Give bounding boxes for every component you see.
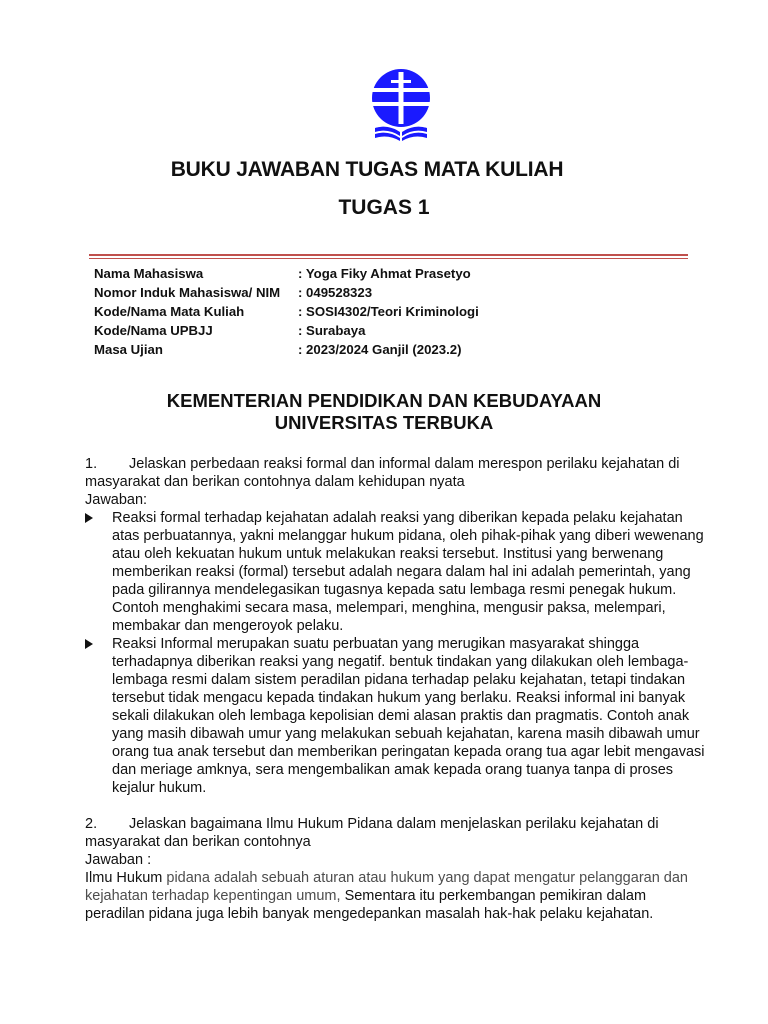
answer-list <box>85 509 705 797</box>
info-label: Nomor Induk Mahasiswa/ NIM <box>94 285 281 300</box>
institution-line-1: KEMENTERIAN PENDIDIKAN DAN KEBUDAYAAN <box>166 390 602 411</box>
answer-text: Ilmu Hukum <box>85 870 163 886</box>
question-text: Jelaskan bagaimana Ilmu Hukum Pidana dalam menjelaskan perilaku kejahatan di masyarakat dan berikan contohnya <box>85 816 659 850</box>
document-title: BUKU JAWABAN TUGAS MATA KULIAH <box>170 158 564 181</box>
document-subtitle: TUGAS 1 <box>338 196 430 219</box>
list-item <box>85 635 705 797</box>
university-logo <box>369 68 433 142</box>
bullet-arrow-icon <box>85 513 93 523</box>
info-value: : 049528323 <box>298 285 373 300</box>
institution-heading <box>0 390 768 434</box>
question-2 <box>85 815 705 851</box>
question-text: Jelaskan perbedaan reaksi formal dan informal dalam merespon perilaku kejahatan di masyarakat dan berikan contohnya dalam kehidupan nyata <box>85 456 680 490</box>
divider-line-thin <box>89 258 688 259</box>
answer-label: Jawaban : <box>85 852 152 868</box>
question-number: 2. <box>85 816 98 832</box>
answer-text: Sementara itu perkembangan pemikiran dalam peradilan pidana juga lebih banyak mengedepankan masalah hak-hak pelaku kejahatan. <box>85 888 654 922</box>
answer-text-quoted: pidana adalah sebuah aturan atau hukum yang dapat mengatur pelanggaran dan kejahatan terhadap kepentingan umum, <box>85 870 688 904</box>
list-item-text: Reaksi formal terhadap kejahatan adalah reaksi yang diberikan kepada pelaku kejahatan atas perbuatannya, yakni melanggar hukum pidana, oleh pihak-pihak yang diberi wewenang atau oleh kekuatan hukum untuk melakukan reaksi tersebut. Institusi yang berwenang memberikan reaksi (formal) tersebut adalah negara dalam hal ini adalah pemerintah, yang pada gilirannya mendelegasikan tugasnya kepada satu lembaga resmi penegak hukum. Contoh menghakimi secara masa, melempari, menghina, mengusir paksa, melempari, membakar dan mengeroyok pelaku. <box>112 510 704 634</box>
info-label: Kode/Nama UPBJJ <box>94 323 213 338</box>
info-value: : 2023/2024 Ganjil (2023.2) <box>298 342 462 357</box>
divider-line <box>89 254 688 256</box>
info-label: Nama Mahasiswa <box>94 266 204 281</box>
list-item-text: Reaksi Informal merupakan suatu perbuatan yang merugikan masyarakat shingga terhadapnya diberikan reaksi yang negatif. bentuk tindakan yang dilakukan oleh lembaga-lembaga resmi dalam sistem peradilan pidana terhadap pelaku kejahatan, tetapi tindakan tersebut tidak mengacu kepada tindakan hukum yang berlaku. Reaksi informal ini banyak sekali dilakukan oleh lembaga kepolisian demi alasan praktis dan pragmatis. Contoh anak yang masih dibawah umur yang melakukan sebuah kejahatan, karena masih dibawah umur orang tua anak tersebut dan memberikan peringatan kepada orang tua agar lebit mengavasi dan meriage amknya, sera mengembalikan amak kepada orang tuanya tanpa di proses kejalur hukum. <box>112 636 705 796</box>
answer-paragraph <box>85 869 705 923</box>
answer-label: Jawaban: <box>85 492 148 508</box>
list-item <box>85 509 705 635</box>
question-1 <box>85 455 705 491</box>
info-label: Kode/Nama Mata Kuliah <box>94 304 245 319</box>
answer-body <box>85 455 705 923</box>
bullet-arrow-icon <box>85 639 93 649</box>
info-value: : Yoga Fiky Ahmat Prasetyo <box>298 266 471 281</box>
info-label: Masa Ujian <box>94 342 163 357</box>
info-value: : SOSI4302/Teori Kriminologi <box>298 304 479 319</box>
institution-line-2: UNIVERSITAS TERBUKA <box>274 412 494 433</box>
question-number: 1. <box>85 456 98 472</box>
info-value: : Surabaya <box>298 323 366 338</box>
